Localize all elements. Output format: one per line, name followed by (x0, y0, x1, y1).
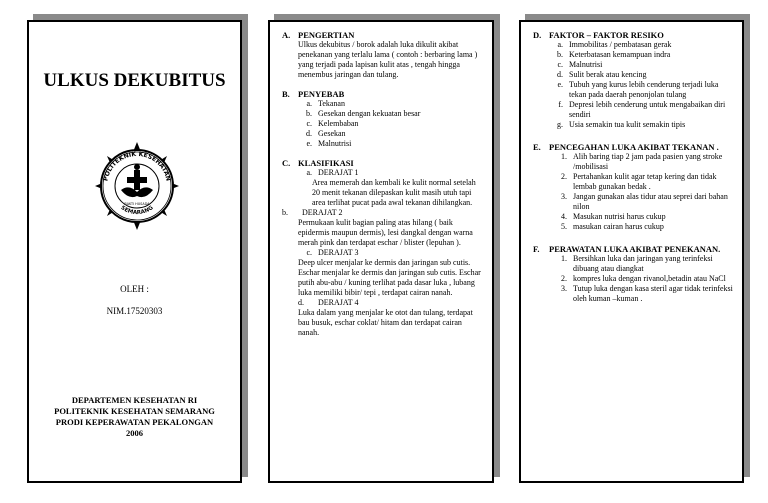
list-item: c. DERAJAT 3 (306, 248, 359, 257)
student-id: NIM.17520303 (106, 306, 163, 316)
svg-text:BAKTI HUSADA: BAKTI HUSADA (124, 202, 150, 206)
cover-title: ULKUS DEKUBITUS (43, 70, 226, 91)
klasifikasi-list (282, 168, 484, 178)
list-item: 1. Alih baring tiap 2 jam pada pasien yang stroke /mobilisasi (561, 152, 723, 171)
list-item: f. Depresi lebih cenderung untuk mengabaikan diri sendiri (558, 100, 726, 119)
content-panel-2 (268, 20, 494, 483)
section-heading-perawatan: F. PERAWATAN LUKA AKIBAT PENEKANAN. (533, 244, 721, 254)
list-item: e. Tubuh yang kurus lebih cenderung terjadi luka tekan pada daerah penonjolan tulang (557, 80, 719, 99)
section-heading-pencegahan: E. PENCEGAHAN LUKA AKIBAT TEKANAN . (533, 142, 719, 152)
list-item: a. Tekanan (306, 99, 345, 108)
dept-line: DEPARTEMEN KESEHATAN RI (71, 395, 198, 405)
author-label: OLEH : (120, 284, 149, 294)
list-item: c. Kelembaban (306, 119, 359, 128)
list-item: 5. masukan cairan harus cukup (561, 222, 664, 231)
list-item: b. Gesekan dengan kekuatan besar (306, 109, 421, 118)
list-item: 2. kompres luka dengan rivanol,betadin atau NaCl (561, 274, 726, 283)
klasifikasi-list (282, 208, 484, 218)
list-item: 3. Tutup luka dengan kasa steril agar tidak terinfeksi oleh kuman –kuman . (561, 284, 733, 303)
section-heading-pengertian: A. PENGERTIAN (282, 30, 355, 40)
klasifikasi-list (282, 248, 484, 258)
list-item: 1. Bersihkan luka dan jaringan yang terinfeksi dibuang atau diangkat (561, 254, 713, 273)
content-panel-3 (519, 20, 744, 483)
dept-line: 2006 (126, 428, 143, 438)
derajat-3-text: Deep ulcer menjalar ke dermis dan jaringan sub cutis. Eschar menjalar ke dermis dan jaringan sub cutis. Eschar putih abu-abu / kuning terlihat pada dasar luka , lubang luka memiliki bibir/ tepi , terdapat cairan nanah. (298, 258, 481, 297)
svg-text:SEMARANG: SEMARANG (119, 205, 155, 217)
list-item: g. Usia semakin tua kulit semakin tipis (557, 120, 686, 129)
list-item: c. Malnutrisi (557, 60, 603, 69)
penyebab-list (282, 99, 484, 149)
derajat-2-text: Permukaan kulit bagian paling atas hilang ( baik epidermis maupun dermis), lesi dangkal dengan warna merah pink dan terdapat eschar / blister (lepuhan ). (298, 218, 473, 247)
section-heading-klasifikasi: C. KLASIFIKASI (282, 158, 354, 168)
list-item: a. DERAJAT 1 (306, 168, 359, 177)
section-heading-penyebab: B. PENYEBAB (282, 89, 345, 99)
faktor-list (533, 40, 734, 130)
list-item: b. Keterbatasan kemampuan indra (557, 50, 671, 59)
klasifikasi-list (282, 298, 484, 308)
section-heading-faktor-resiko: D. FAKTOR – FAKTOR RESIKO (533, 30, 664, 40)
list-item: d. Sulit berak atau kencing (557, 70, 647, 79)
institution-block (29, 395, 240, 439)
derajat-4-text: Luka dalam yang menjalar ke otot dan tulang, terdapat bau busuk, eschar coklat/ hitam dan terdapat cairan nanah. (298, 308, 473, 337)
list-item: a. Immobilitas / pembatasan gerak (557, 40, 672, 49)
list-item: d. Gesekan (306, 129, 346, 138)
derajat-1-text: Area memerah dan kembali ke kulit normal setelah 20 menit tekanan dilepaskan kulit masih utuh tapi area terlihat pucat pada awal tekanan dihilangkan. (312, 178, 476, 207)
pengertian-text: Ulkus dekubitus / borok adalah luka dikulit akibat penekanan yang terlalu lama ( contoh : berbaring lama ) yang terjadi pada lapisan kulit atas , tengah hingga menembus jaringan dan tulang. (298, 40, 478, 79)
dept-line: PRODI KEPERAWATAN PEKALONGAN (55, 417, 214, 427)
list-item: 3. Jangan gunakan alas tidur atau seprei dari bahan nilon (561, 192, 728, 211)
list-item: b. DERAJAT 2 (282, 208, 343, 217)
pencegahan-list (533, 152, 734, 232)
list-item: 2. Pertahankan kulit agar tetap kering dan tidak lembab gunakan bedak . (561, 172, 717, 191)
seal-logo (93, 140, 181, 232)
cover-panel (27, 20, 242, 483)
list-item: e. Malnutrisi (306, 139, 352, 148)
list-item: 4. Masukan nutrisi harus cukup (561, 212, 666, 221)
perawatan-list (533, 254, 734, 304)
svg-text:POLITEKNIK KESEHATAN: POLITEKNIK KESEHATAN (102, 150, 172, 182)
dept-line: POLITEKNIK KESEHATAN SEMARANG (54, 406, 215, 416)
list-item: d. DERAJAT 4 (298, 298, 359, 307)
